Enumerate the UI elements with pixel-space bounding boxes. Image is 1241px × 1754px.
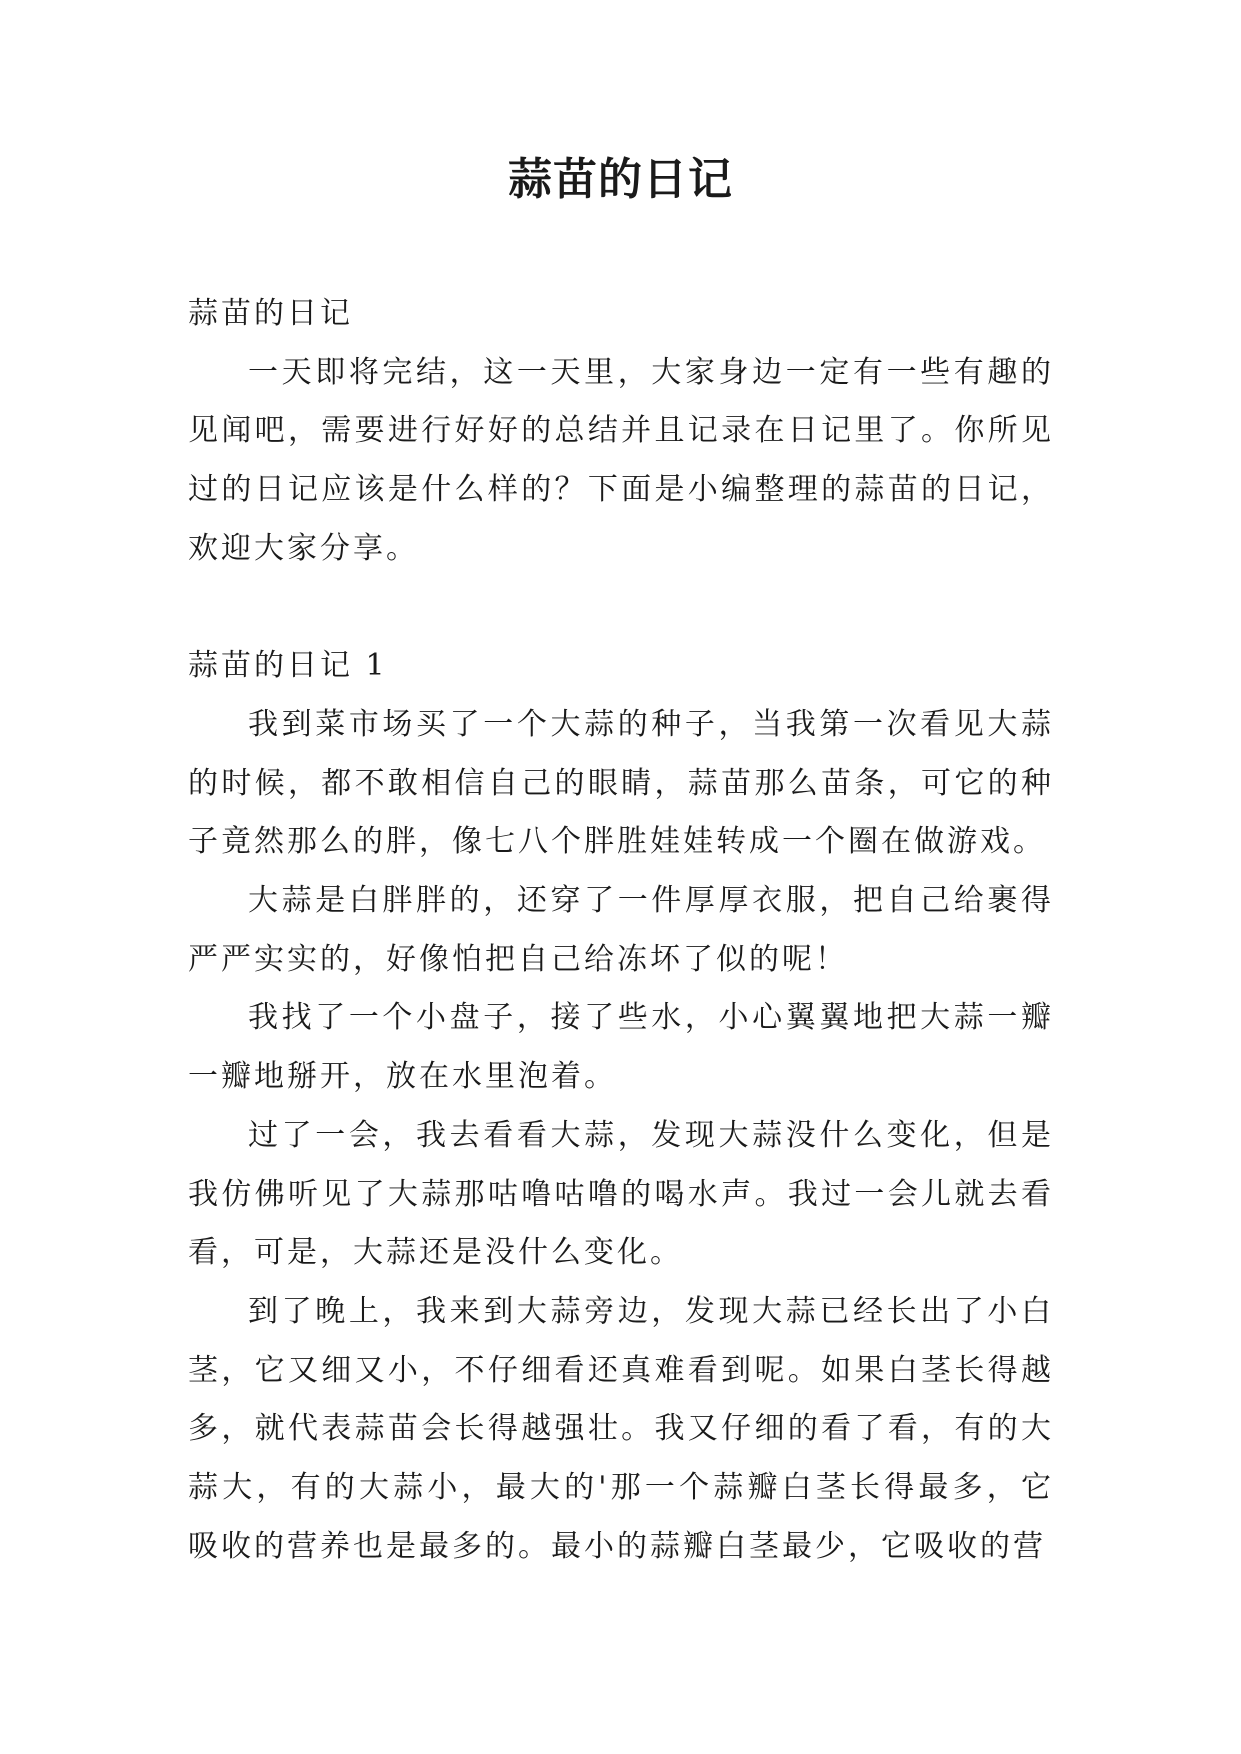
- document-body: [188, 285, 1054, 1576]
- document-title: 蒜苗的日记: [508, 154, 733, 205]
- section1-paragraph-5: 到了晚上，我来到大蒜旁边，发现大蒜已经长出了小白茎，它又细又小，不仔细看还真难看到呢。如果白茎长得越多，就代表蒜苗会长得越强壮。我又仔细的看了看，有的大蒜大，有的大蒜小，最大的'那一个蒜瓣白茎长得最多，它吸收的营养也是最多的。最小的蒜瓣白茎最少，它吸收的营: [188, 1293, 1054, 1564]
- intro-paragraph: 一天即将完结，这一天里，大家身边一定有一些有趣的见闻吧，需要进行好好的总结并且记录在日记里了。你所见过的日记应该是什么样的？下面是小编整理的蒜苗的日记，欢迎大家分享。: [188, 354, 1054, 566]
- intro-heading: 蒜苗的日记: [188, 296, 353, 331]
- section1-paragraph-1: 我到菜市场买了一个大蒜的种子，当我第一次看见大蒜的时候，都不敢相信自己的眼睛，蒜苗那么苗条，可它的种子竟然那么的胖，像七八个胖胜娃娃转成一个圈在做游戏。: [188, 706, 1054, 860]
- section1-paragraph-2: 大蒜是白胖胖的，还穿了一件厚厚衣服，把自己给裹得严严实实的，好像怕把自己给冻坏了似的呢！: [188, 883, 1054, 977]
- section-spacer: [188, 579, 1054, 638]
- section1-heading: 蒜苗的日记 1: [188, 648, 388, 684]
- section1-paragraph-3: 我找了一个小盘子，接了些水，小心翼翼地把大蒜一瓣一瓣地掰开，放在水里泡着。: [188, 1000, 1054, 1095]
- section1-paragraph-4: 过了一会，我去看看大蒜，发现大蒜没什么变化，但是我仿佛听见了大蒜那咕噜咕噜的喝水声。我过一会儿就去看看，可是，大蒜还是没什么变化。: [188, 1117, 1054, 1271]
